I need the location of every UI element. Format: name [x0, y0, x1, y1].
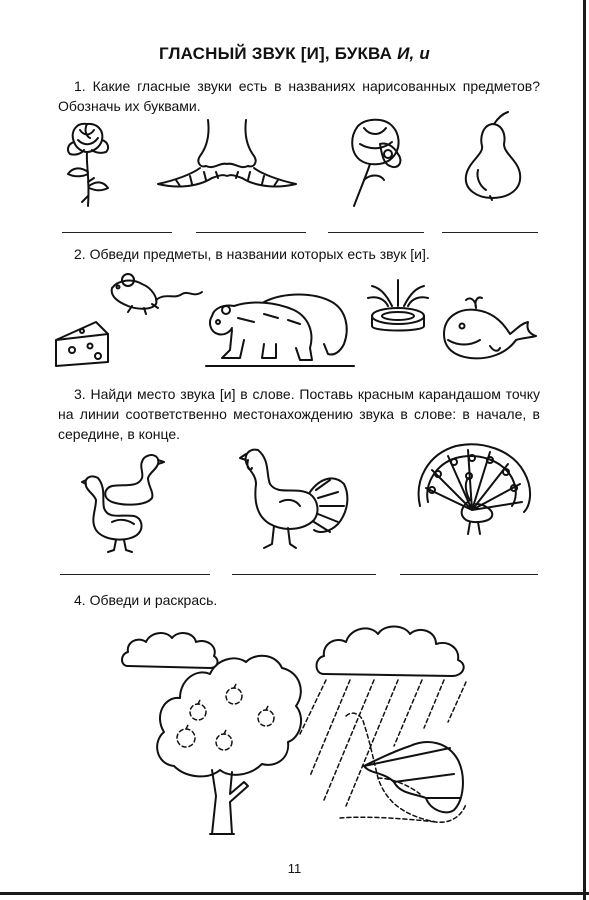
whale-icon	[440, 294, 538, 366]
answer-line[interactable]	[196, 232, 306, 233]
task-3-number: 3.	[74, 386, 86, 402]
task-2	[58, 244, 540, 264]
page-edge-bottom	[0, 892, 589, 895]
pear-icon	[458, 110, 528, 202]
task-1-number: 1.	[74, 78, 86, 94]
title-main: ГЛАСНЫЙ ЗВУК [И], БУКВА	[159, 44, 398, 63]
apple-outlines	[150, 646, 306, 844]
answer-line[interactable]	[442, 232, 538, 233]
task-3	[58, 384, 540, 444]
answer-line[interactable]	[400, 574, 538, 575]
poppy-icon	[340, 114, 410, 210]
umbrella-dashed-outline	[340, 712, 470, 832]
rose-icon	[62, 116, 112, 212]
answer-line[interactable]	[232, 574, 376, 575]
cheese-icon	[52, 318, 112, 370]
task-4	[58, 590, 540, 610]
task-2-number: 2.	[74, 246, 86, 262]
task-3-text: Найди место звука [и] в слове. Поставь красным карандашом точку на линии соответственно местонахождению звука в слове: в начале, в середине, в конце.	[58, 386, 540, 442]
task-1-text: Какие гласные звуки есть в названиях нарисованных предметов? Обозначь их буквами.	[58, 78, 541, 114]
mustache-icon	[156, 118, 298, 196]
task-2-text: Обведи предметы, в названии которых есть звук [и].	[89, 246, 430, 262]
answer-line[interactable]	[328, 232, 424, 233]
page-edge-right	[583, 0, 586, 900]
peacock-icon	[412, 440, 534, 540]
answer-line[interactable]	[60, 574, 210, 575]
rain-cloud-icon	[312, 618, 470, 682]
page-number: 11	[287, 861, 302, 876]
page-title	[0, 44, 589, 64]
turkey-icon	[234, 444, 350, 552]
task-4-number: 4.	[74, 592, 86, 608]
mouse-icon	[108, 270, 206, 318]
answer-line[interactable]	[62, 232, 172, 233]
geese-icon	[82, 448, 166, 554]
task-4-text: Обведи и раскрась.	[89, 592, 218, 608]
fountain-icon	[362, 276, 434, 338]
title-letters: И, и	[397, 44, 430, 63]
bears-icon	[204, 288, 356, 370]
